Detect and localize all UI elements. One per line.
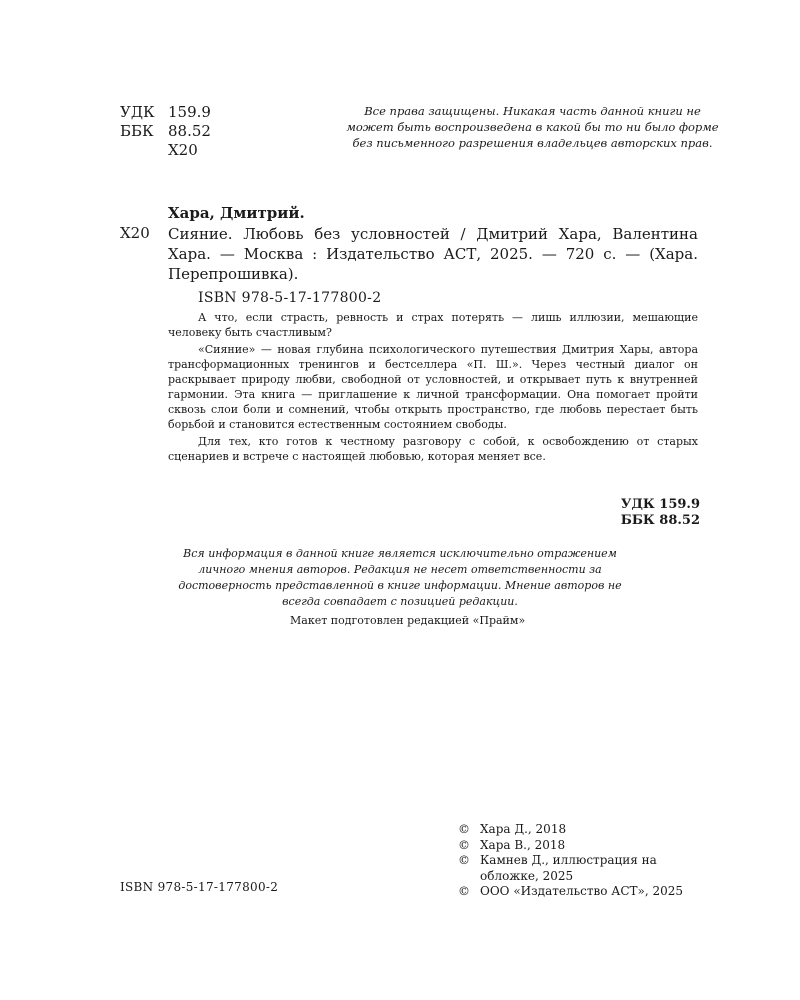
copyright-text: Хара Д., 2018 (480, 822, 567, 836)
udk-row (120, 103, 211, 122)
copyright-text: Камнев Д., иллюстрация на обложке, 2025 (480, 853, 657, 883)
copyright-block (458, 822, 683, 900)
copyright-symbol: © (458, 884, 470, 898)
copyright-entry (458, 853, 683, 884)
copyright-entry (458, 838, 683, 854)
copyright-entry (458, 822, 683, 838)
author-code-row (120, 141, 211, 160)
isbn-top: ISBN 978-5-17-177800-2 (198, 290, 382, 306)
bbk-code-right: ББК 88.52 (620, 513, 700, 528)
bibliographic-description: Сияние. Любовь без условностей / Дмитрий Хара, Валентина Хара. — Москва : Издательство АСТ, 2025. — 720 с. — (Хара. Перепрошивка). (168, 225, 698, 283)
rights-notice: Все права защищены. Никакая часть данной книги не может быть воспроизведена в какой бы то ни было форме без письменного разрешения владельцев авторских прав. (346, 104, 719, 150)
copyright-entry (458, 884, 683, 900)
annotation-paragraph: «Сияние» — новая глубина психологического путешествия Дмитрия Хары, автора трансформационных тренингов и бестселлера «П. Ш.». Через честный диалог он раскрывает природу любви, свободной от условностей, и открывает путь к внутренней гармонии. Эта книга — приглашение к личной трансформации. Она помогает пройти сквозь слои боли и сомнений, чтобы открыть пространство, где любовь перестает быть борьбой и становится естественным состоянием свободы. (168, 343, 698, 431)
udk-label: УДК (120, 103, 155, 121)
author-heading: Хара, Дмитрий. (168, 204, 305, 222)
author-code: Х20 (168, 141, 198, 159)
udk-value: 159.9 (168, 103, 211, 121)
copyright-text: Хара В., 2018 (480, 837, 566, 852)
copyright-symbol: © (458, 822, 470, 836)
annotation (168, 310, 698, 466)
bbk-row (120, 122, 211, 141)
annotation-paragraph: Для тех, кто готов к честному разговору с собой, к освобождению от старых сценариев и встрече с настоящей любовью, которая меняет все. (168, 435, 698, 463)
layout-credit: Макет подготовлен редакцией «Прайм» (290, 614, 526, 627)
right-codes (621, 497, 700, 529)
copyright-symbol: © (458, 853, 470, 867)
bbk-value: 88.52 (168, 122, 211, 140)
bbk-label: ББК (120, 122, 154, 140)
entry-code: Х20 (120, 224, 150, 242)
isbn-bottom: ISBN 978-5-17-177800-2 (120, 880, 279, 894)
annotation-paragraph: А что, если страсть, ревность и страх потерять — лишь иллюзии, мешающие человеку быть счастливым? (168, 311, 698, 339)
copyright-symbol: © (458, 837, 470, 852)
udk-code-right: УДК 159.9 (620, 497, 700, 512)
classification-block (120, 103, 211, 160)
copyright-text: ООО «Издательство АСТ», 2025 (480, 884, 684, 898)
disclaimer: Вся информация в данной книге является исключительно отражением личного мнения авторов. Редакция не несет ответственности за достоверность представленной в книге информации. Мнение авторов не всегда совпадает с позицией редакции. (178, 547, 622, 608)
